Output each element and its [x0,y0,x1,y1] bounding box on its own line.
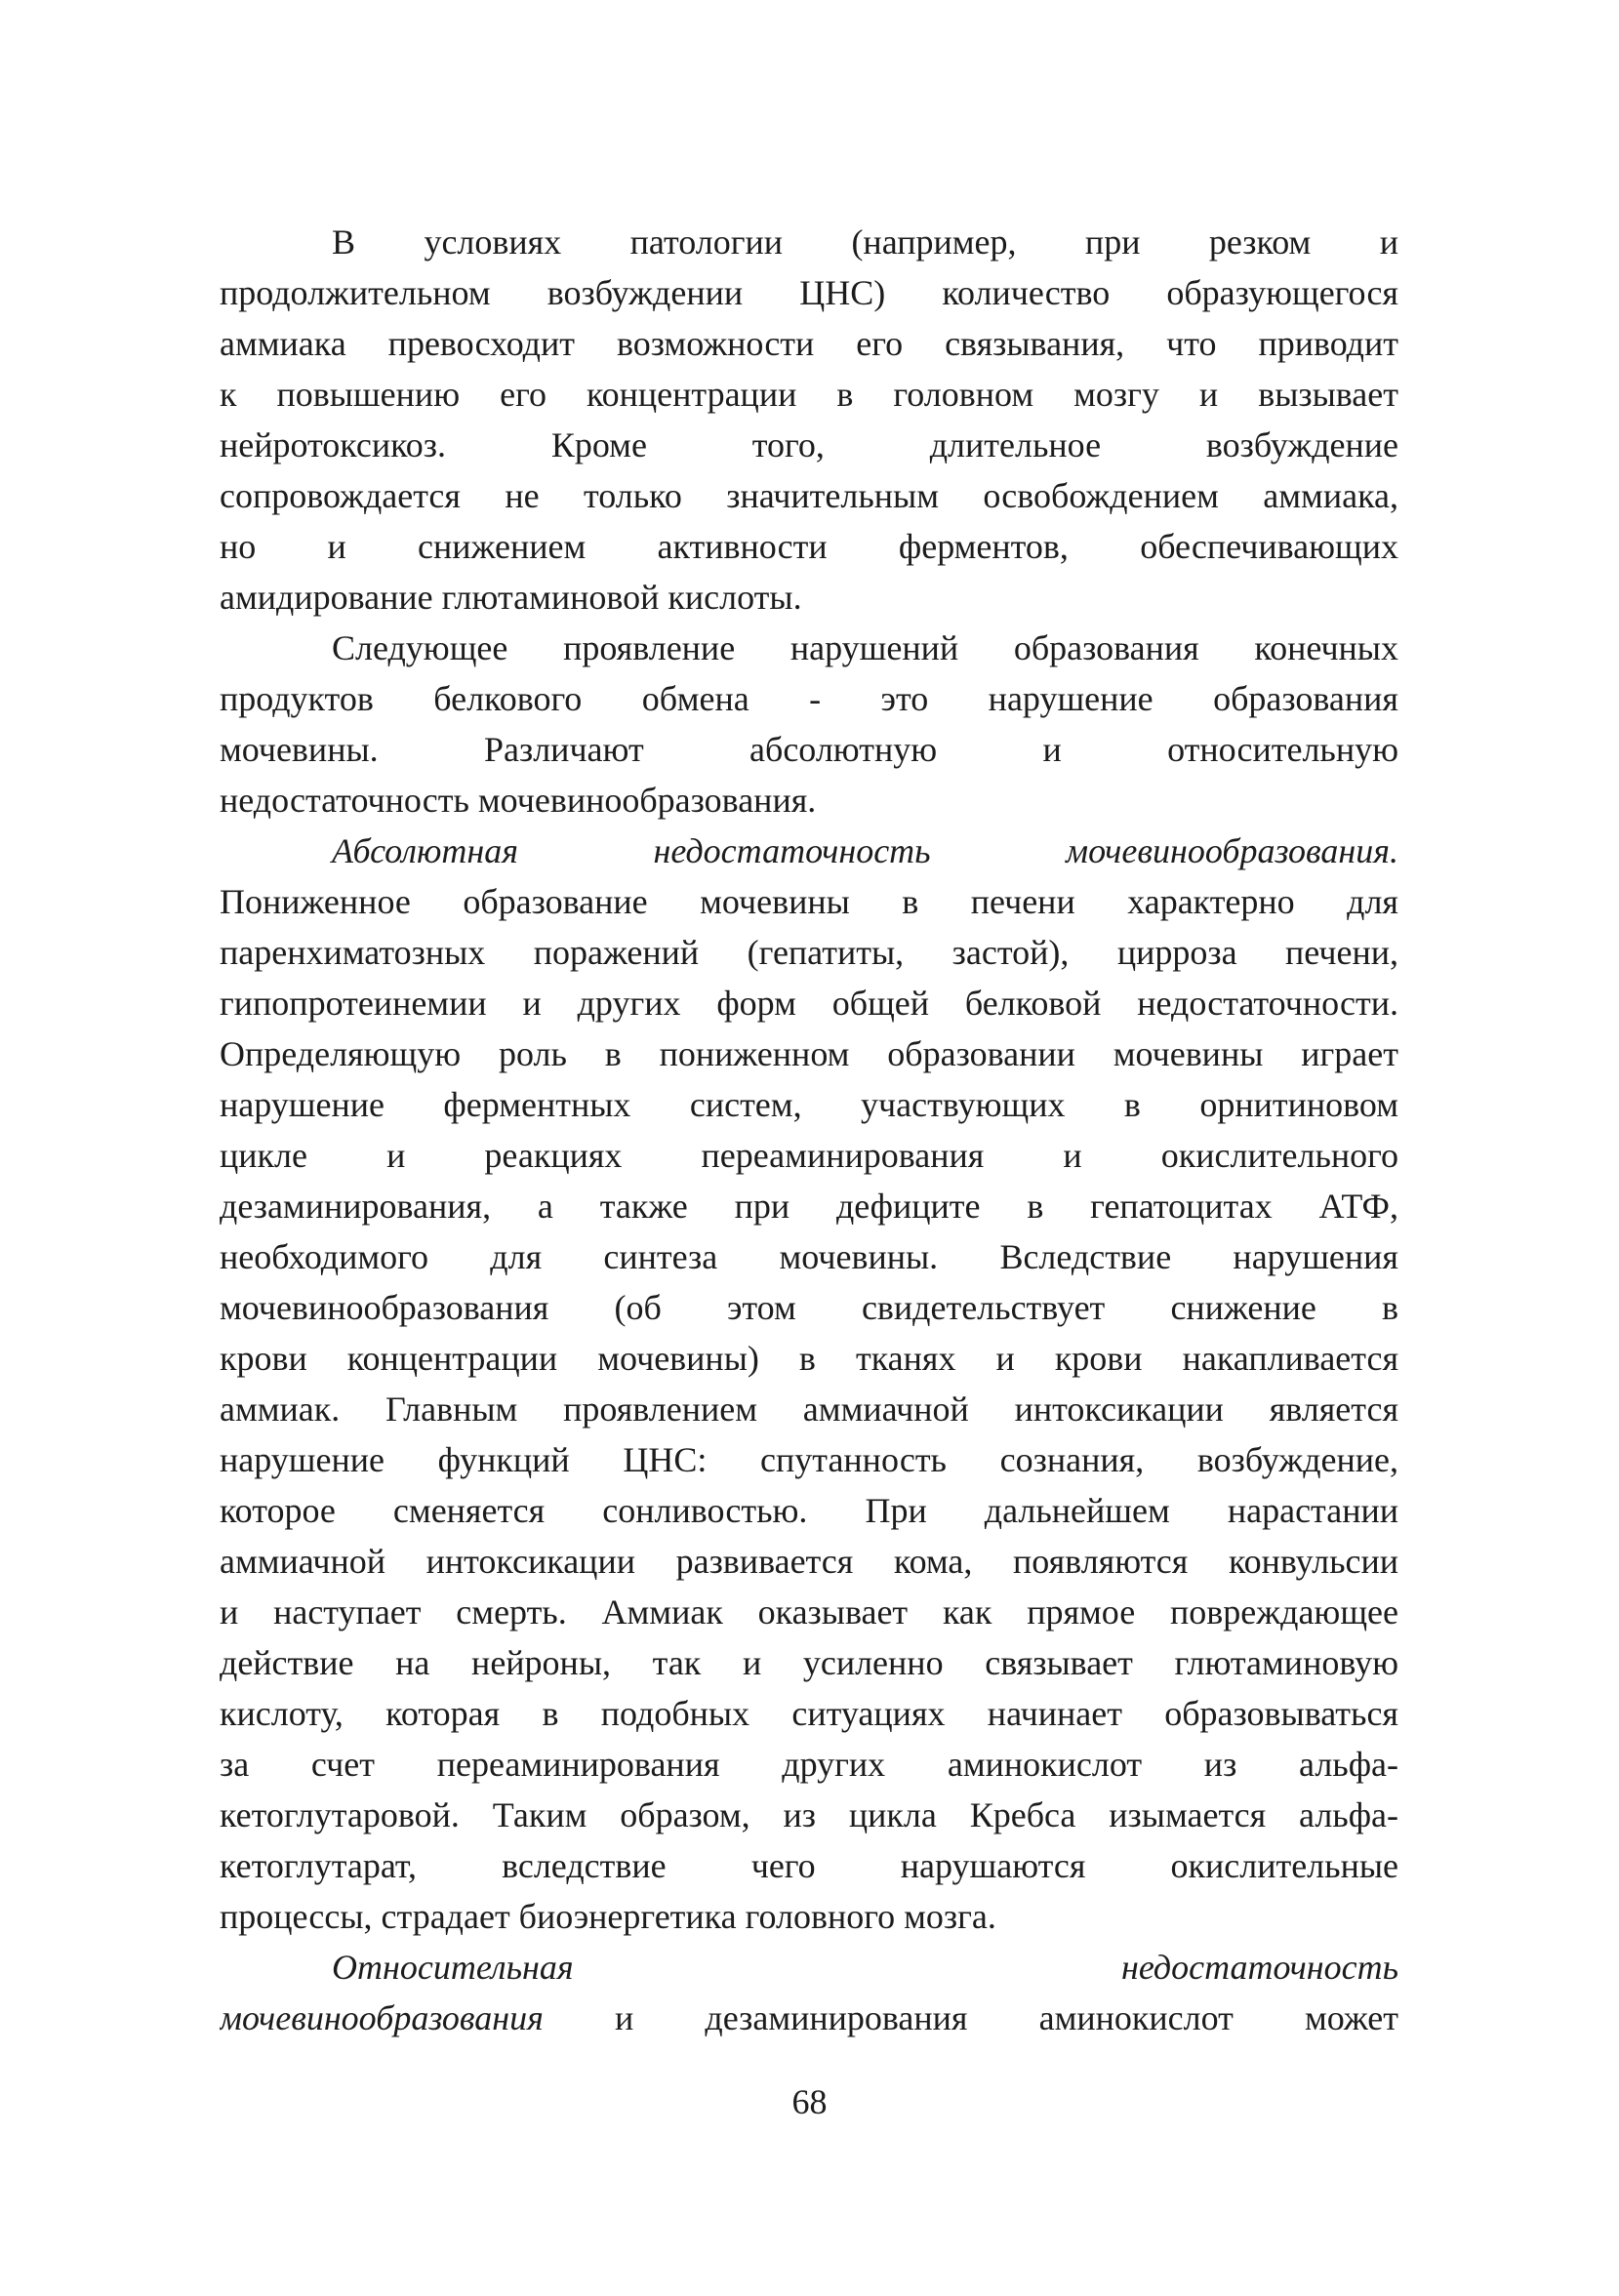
text-line: крови концентрации мочевины) в тканях и крови накапливается [220,1339,1398,1378]
text-line: мочевины. Различают абсолютную и относительную [220,730,1398,769]
text-line: и наступает смерть. Аммиак оказывает как прямое повреждающее [220,1592,1398,1631]
text-line: но и снижением активности ферментов, обеспечивающих [220,527,1398,566]
text-line: нарушение функций ЦНС: спутанность сознания, возбуждение, [220,1440,1398,1479]
text-line: Определяющую роль в пониженном образовании мочевины играет [220,1034,1398,1073]
text-line: сопровождается не только значительным освобождением аммиака, [220,476,1398,515]
text-line: кетоглутаровой. Таким образом, из цикла Кребса изымается альфа- [220,1795,1398,1834]
text-fragment: и дезаминирования аминокислот может [543,1998,1398,2037]
text-line: паренхиматозных поражений (гепатиты, застой), цирроза печени, [220,933,1398,972]
text-line: за счет переаминирования других аминокислот из альфа- [220,1745,1398,1784]
text-line: аммиака превосходит возможности его связывания, что приводит [220,324,1398,363]
text-line: нейротоксикоз. Кроме того, длительное возбуждение [220,425,1398,464]
text-line: продолжительном возбуждении ЦНС) количество образующегося [220,273,1398,312]
text-line: Следующее проявление нарушений образования конечных [332,628,1398,667]
text-line: действие на нейроны, так и усиленно связывает глютаминовую [220,1643,1398,1682]
paragraph-1 [220,217,1398,623]
paragraph-2 [220,623,1398,826]
text-line: цикле и реакциях переаминирования и окислительного [220,1136,1398,1175]
paragraph-3 [220,826,1398,1942]
text-line: кислоту, которая в подобных ситуациях начинает образовываться [220,1694,1398,1733]
text-line: нарушение ферментных систем, участвующих в орнитиновом [220,1085,1398,1124]
text-line: недостаточность мочевинообразования. [220,781,817,820]
text-line: кетоглутарат, вследствие чего нарушаются окислительные [220,1846,1398,1885]
page-number: 68 [791,2082,828,2121]
text-line: необходимого для синтеза мочевины. Вследствие нарушения [220,1237,1398,1276]
text-line: мочевинообразования (об этом свидетельствует снижение в [220,1288,1398,1327]
paragraph-4 [220,1942,1398,2043]
text-line: которое сменяется сонливостью. При дальнейшем нарастании [220,1491,1398,1530]
text-line [220,1993,1398,2043]
text-line: процессы, страдает биоэнергетика головного мозга. [220,1897,996,1936]
text-line: аммиак. Главным проявлением аммиачной интоксикации является [220,1390,1398,1429]
page-text [220,217,1398,2043]
text-line: амидирование глютаминовой кислоты. [220,578,802,617]
text-line: дезаминирования, а также при дефиците в гепатоцитах АТФ, [220,1187,1398,1226]
section-heading-continuation: мочевинообразования [220,1998,544,2037]
section-heading: Абсолютная недостаточность мочевинообразования. [332,831,1398,870]
text-line: гипопротеинемии и других форм общей белковой недостаточности. [220,984,1398,1023]
text-line: аммиачной интоксикации развивается кома, появляются конвульсии [220,1542,1398,1581]
text-line: Пониженное образование мочевины в печени характерно для [220,882,1398,921]
section-heading: Относительная недостаточность [332,1948,1398,1987]
text-line: к повышению его концентрации в головном мозгу и вызывает [220,375,1398,414]
text-line: В условиях патологии (например, при резком и [332,222,1398,262]
text-line: продуктов белкового обмена - это нарушение образования [220,679,1398,718]
